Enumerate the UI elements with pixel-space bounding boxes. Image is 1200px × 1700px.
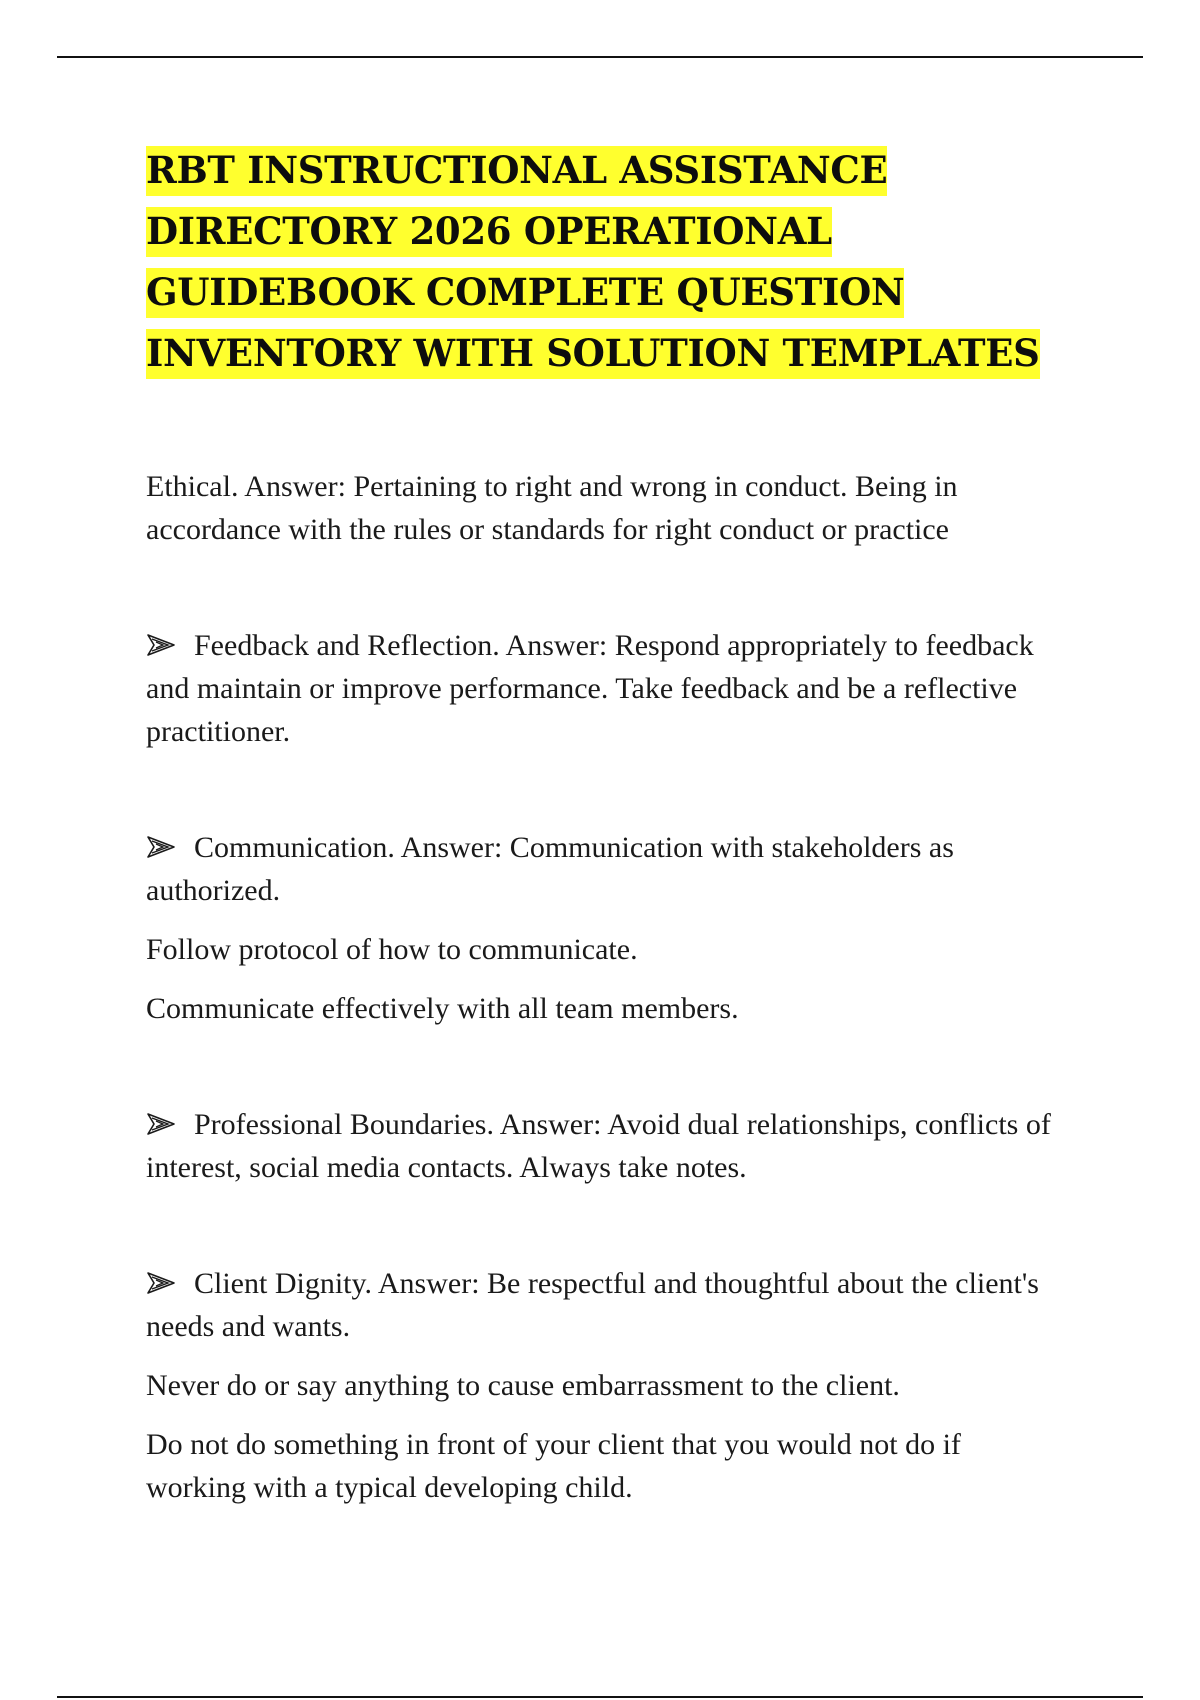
bottom-divider — [57, 1696, 1143, 1698]
entry-paragraph: Never do or say anything to cause embarrassment to the client. — [146, 1369, 900, 1402]
entry-paragraph — [146, 1103, 1066, 1189]
entry-text: Professional Boundaries. Answer: Avoid dual relationships, conflicts of interest, social media contacts. Always take notes. — [146, 1108, 1051, 1184]
title-line-4: INVENTORY WITH SOLUTION TEMPLATES — [146, 329, 1040, 379]
entry-paragraph: Communicate effectively with all team members. — [146, 992, 739, 1025]
qa-entry-communication — [146, 826, 1066, 1030]
qa-entry-feedback-and-reflection — [146, 624, 1066, 753]
entry-paragraph: Do not do something in front of your client that you would not do if working with a typical developing child. — [146, 1428, 961, 1504]
entry-paragraph: Follow protocol of how to communicate. — [146, 933, 638, 966]
title-line-3: GUIDEBOOK COMPLETE QUESTION — [146, 268, 904, 318]
entry-text: Communication. Answer: Communication with stakeholders as authorized. — [146, 831, 954, 907]
triple-arrow-icon — [146, 1111, 178, 1137]
qa-entry-client-dignity — [146, 1262, 1066, 1509]
qa-list — [146, 465, 1066, 1509]
top-divider — [57, 56, 1143, 58]
title-line-2: DIRECTORY 2026 OPERATIONAL — [146, 207, 832, 257]
entry-text: Feedback and Reflection. Answer: Respond appropriately to feedback and maintain or improve performance. Take feedback and be a reflective practitioner. — [146, 629, 1034, 748]
triple-arrow-icon — [146, 632, 178, 658]
document-title — [146, 140, 1066, 384]
qa-entry-ethical — [146, 465, 1066, 551]
entry-paragraph — [146, 624, 1066, 753]
entry-text: Ethical. Answer: Pertaining to right and wrong in conduct. Being in accordance with the rules or standards for right conduct or practice — [146, 470, 958, 546]
document-page — [146, 140, 1066, 1509]
entry-paragraph — [146, 1262, 1066, 1348]
entry-paragraph — [146, 465, 1066, 551]
triple-arrow-icon — [146, 1270, 178, 1296]
title-line-1: RBT INSTRUCTIONAL ASSISTANCE — [146, 146, 887, 196]
entry-paragraph — [146, 826, 1066, 912]
qa-entry-professional-boundaries — [146, 1103, 1066, 1189]
entry-text: Client Dignity. Answer: Be respectful and thoughtful about the client's needs and wants. — [146, 1267, 1039, 1343]
triple-arrow-icon — [146, 834, 178, 860]
